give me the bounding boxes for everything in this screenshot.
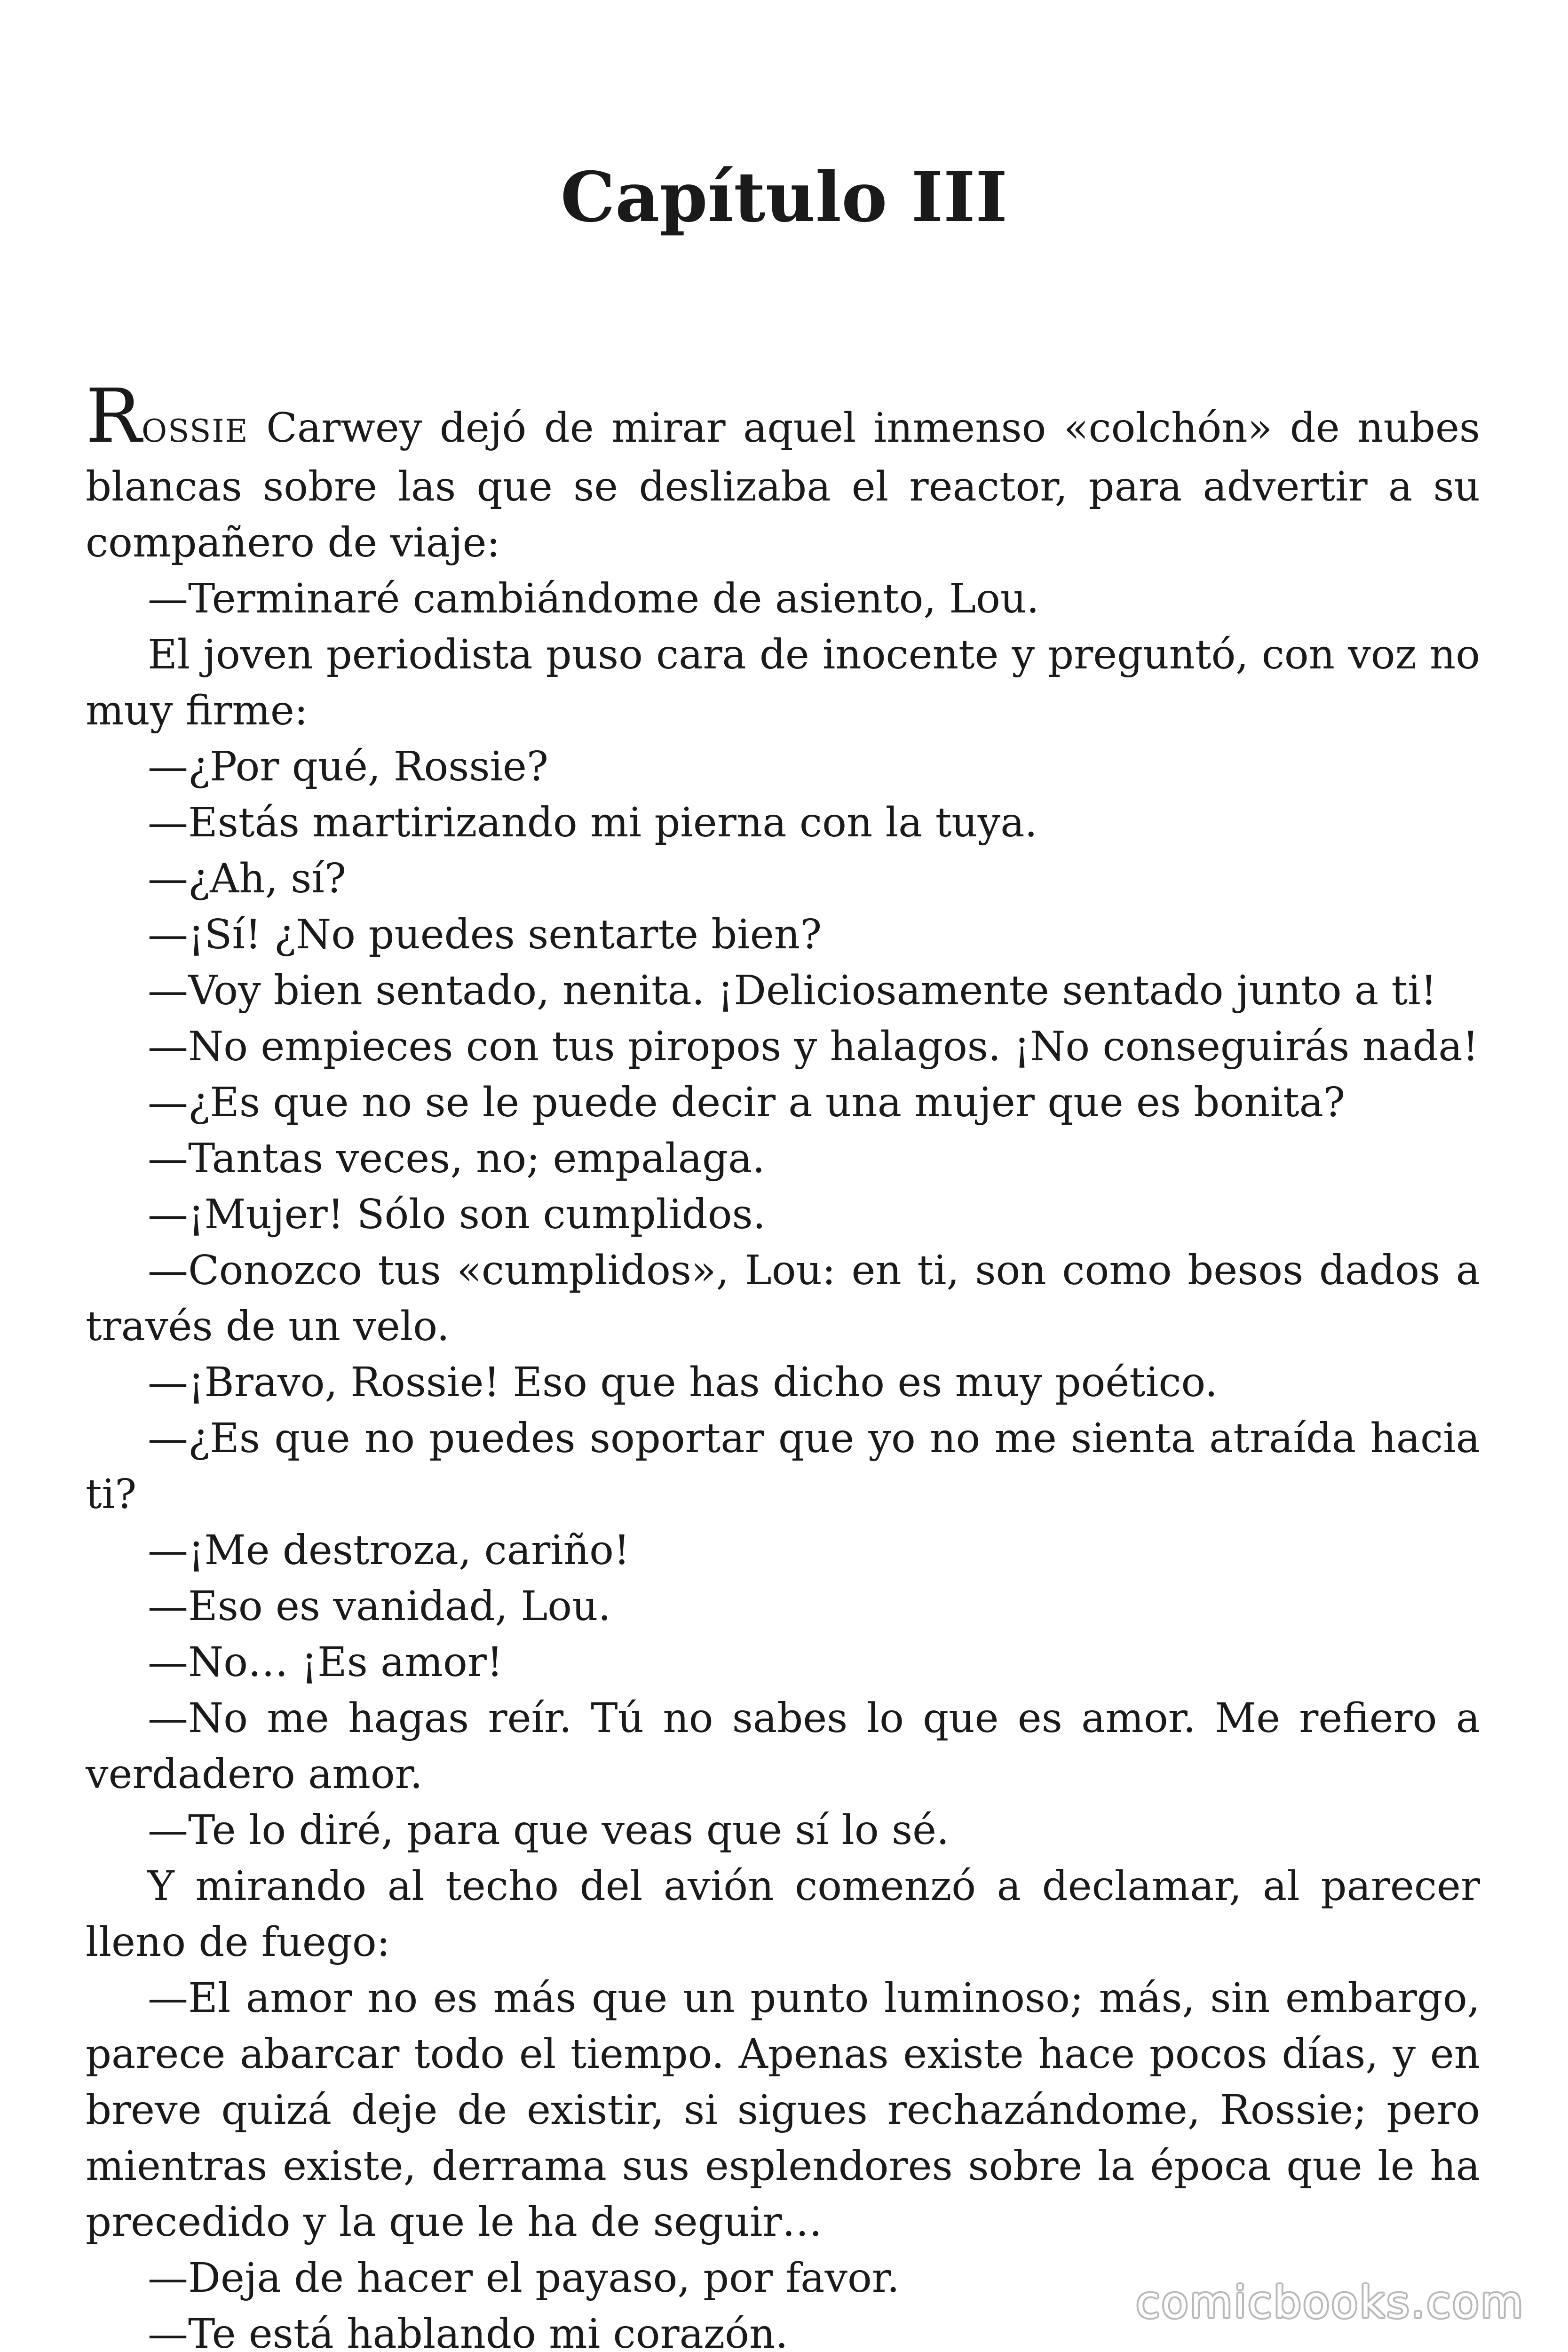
paragraph: —¡Bravo, Rossie! Eso que has dicho es muy poético.	[148, 1359, 1218, 1406]
paragraph: —Te está hablando mi corazón.	[148, 2311, 788, 2352]
paragraph: —¿Es que no se le puede decir a una mujer que es bonita?	[148, 1079, 1345, 1126]
opening-paragraph-text: Carwey dejó de mirar aquel inmenso «colchón» de nubes blancas sobre las que se deslizaba el reactor, para advertir a su compañero de viaje:	[86, 405, 1480, 566]
paragraph: —No empieces con tus piropos y halagos. ¡No conseguirás nada!	[148, 1023, 1479, 1070]
paragraph: —Estás martirizando mi pierna con la tuya.	[148, 799, 1037, 846]
paragraph: —¿Es que no puedes soportar que yo no me sienta atraída hacia ti?	[86, 1415, 1480, 1518]
paragraph: —Terminaré cambiándome de asiento, Lou.	[148, 575, 1039, 622]
paragraph: —¡Mujer! Sólo son cumplidos.	[148, 1191, 766, 1238]
small-caps-name: OSSIE	[141, 413, 249, 449]
paragraph: —¿Por qué, Rossie?	[148, 743, 549, 790]
opening-paragraph	[86, 373, 1480, 571]
paragraph: —El amor no es más que un punto luminoso; más, sin embargo, parece abarcar todo el tiempo. Apenas existe hace pocos días, y en breve quizá deje de existir, si sigues rechazándome, Rossie; pero mientras existe, derrama sus esplendores sobre la época que le ha precedido y la que le ha de seguir…	[86, 1975, 1480, 2246]
chapter-title: Capítulo III	[560, 157, 1008, 238]
paragraph: El joven periodista puso cara de inocente y preguntó, con voz no muy firme:	[86, 631, 1480, 734]
chapter-body	[86, 373, 1480, 2352]
paragraph: —Eso es vanidad, Lou.	[148, 1583, 611, 1630]
paragraph: Y mirando al techo del avión comenzó a declamar, al parecer lleno de fuego:	[86, 1863, 1480, 1966]
paragraph: —¡Me destroza, cariño!	[148, 1527, 630, 1574]
paragraph: —No me hagas reír. Tú no sabes lo que es amor. Me refiero a verdadero amor.	[86, 1695, 1480, 1798]
paragraph: —¡Sí! ¿No puedes sentarte bien?	[148, 911, 822, 958]
paragraph: —Tantas veces, no; empalaga.	[148, 1135, 765, 1182]
paragraph: —Conozco tus «cumplidos», Lou: en ti, son como besos dados a través de un velo.	[86, 1247, 1480, 1350]
paragraph: —Deja de hacer el payaso, por favor.	[148, 2255, 900, 2302]
drop-cap: R	[86, 373, 142, 460]
paragraph: —Te lo diré, para que veas que sí lo sé.	[148, 1807, 950, 1854]
watermark-text: comicbooks.com	[1136, 2277, 1525, 2328]
paragraph: —¿Ah, sí?	[148, 855, 347, 902]
paragraph: —No… ¡Es amor!	[148, 1639, 503, 1686]
paragraph: —Voy bien sentado, nenita. ¡Deliciosamente sentado junto a ti!	[148, 967, 1437, 1014]
